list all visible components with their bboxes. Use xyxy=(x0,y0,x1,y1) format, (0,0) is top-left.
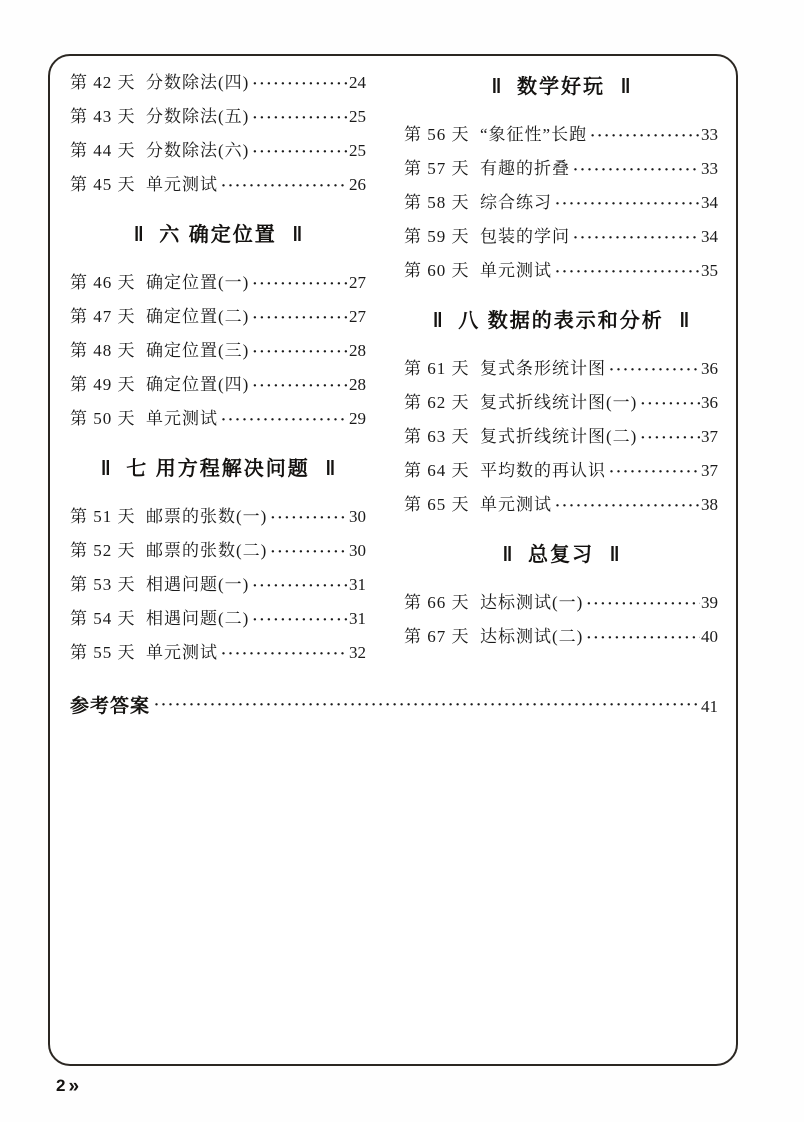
toc-entry-page-number: 33 xyxy=(701,159,718,178)
toc-entry xyxy=(404,260,718,282)
toc-entry-day: 第 58 天 xyxy=(404,193,470,212)
toc-entry-page-number: 29 xyxy=(349,409,366,428)
toc-entry-page-number: 30 xyxy=(349,507,366,526)
toc-entry xyxy=(70,106,366,128)
toc-entry-title: 包装的学问 xyxy=(480,227,570,246)
toc-entry-title: “象征性”长跑 xyxy=(480,125,588,144)
toc-entry-title: 达标测试(二) xyxy=(480,627,584,646)
toc-entry-page-number: 40 xyxy=(701,627,718,646)
toc-entry-title: 确定位置(一) xyxy=(146,273,250,292)
toc-entry-day: 第 50 天 xyxy=(70,409,136,428)
dot-leader xyxy=(154,695,697,715)
toc-entry xyxy=(70,642,366,664)
toc-entry-day: 第 46 天 xyxy=(70,273,136,292)
table-of-contents xyxy=(70,72,718,718)
section-marker-left-icon: ‖ xyxy=(502,544,513,566)
toc-entry xyxy=(404,426,718,448)
section-marker-left-icon: ‖ xyxy=(133,224,144,246)
toc-section-header xyxy=(70,456,366,482)
answers-page-number: 41 xyxy=(701,697,718,716)
toc-entry-page-number: 24 xyxy=(349,73,366,92)
toc-entry xyxy=(70,340,366,362)
toc-entry xyxy=(70,408,366,430)
dot-leader xyxy=(586,627,700,647)
dot-leader xyxy=(590,125,700,145)
toc-entry-page-number: 38 xyxy=(701,495,718,514)
toc-entry xyxy=(70,140,366,162)
toc-entry-day: 第 64 天 xyxy=(404,461,470,480)
toc-section-title: 七 用方程解决问题 xyxy=(126,458,310,480)
dot-leader xyxy=(252,375,348,395)
toc-entry-day: 第 52 天 xyxy=(70,541,136,560)
dot-leader xyxy=(573,159,700,179)
toc-entry-day: 第 51 天 xyxy=(70,507,136,526)
toc-entry xyxy=(404,358,718,380)
toc-entry-page-number: 33 xyxy=(701,125,718,144)
dot-leader xyxy=(555,495,700,515)
toc-entry-title: 复式条形统计图 xyxy=(480,359,606,378)
toc-entry xyxy=(70,272,366,294)
toc-entry-page-number: 25 xyxy=(349,107,366,126)
page-number: 2 xyxy=(56,1076,66,1095)
toc-entry-page-number: 31 xyxy=(349,575,366,594)
toc-entry xyxy=(70,374,366,396)
dot-leader xyxy=(555,193,700,213)
toc-entry-page-number: 27 xyxy=(349,307,366,326)
toc-entry-title: 单元测试 xyxy=(146,409,218,428)
toc-entry-title: 邮票的张数(一) xyxy=(146,507,268,526)
toc-entry-day: 第 44 天 xyxy=(70,141,136,160)
toc-entry-day: 第 48 天 xyxy=(70,341,136,360)
answers-entry xyxy=(70,691,718,718)
toc-entry-title: 分数除法(六) xyxy=(146,141,250,160)
toc-entry-title: 分数除法(四) xyxy=(146,73,250,92)
toc-section-header xyxy=(404,308,718,334)
page-number-footer xyxy=(56,1076,79,1096)
toc-entry-page-number: 28 xyxy=(349,341,366,360)
toc-section-title: 六 确定位置 xyxy=(159,224,277,246)
toc-entry-day: 第 43 天 xyxy=(70,107,136,126)
dot-leader xyxy=(252,141,348,161)
dot-leader xyxy=(270,541,348,561)
toc-entry-page-number: 36 xyxy=(701,359,718,378)
section-marker-right-icon: ‖ xyxy=(292,224,303,246)
dot-leader xyxy=(252,73,348,93)
toc-entry-day: 第 66 天 xyxy=(404,593,470,612)
answers-label: 参考答案 xyxy=(70,696,151,717)
toc-entry-page-number: 30 xyxy=(349,541,366,560)
toc-entry-day: 第 63 天 xyxy=(404,427,470,446)
toc-entry-title: 分数除法(五) xyxy=(146,107,250,126)
toc-entry xyxy=(70,174,366,196)
toc-entry-day: 第 55 天 xyxy=(70,643,136,662)
toc-entry-day: 第 53 天 xyxy=(70,575,136,594)
toc-entry-page-number: 37 xyxy=(701,461,718,480)
toc-entry-title: 有趣的折叠 xyxy=(480,159,570,178)
dot-leader xyxy=(221,175,348,195)
toc-entry xyxy=(404,592,718,614)
toc-entry xyxy=(404,158,718,180)
toc-entry-title: 确定位置(三) xyxy=(146,341,250,360)
toc-entry-title: 单元测试 xyxy=(480,495,552,514)
page-number-arrow-icon: » xyxy=(68,1075,80,1097)
toc-entry-page-number: 35 xyxy=(701,261,718,280)
toc-entry xyxy=(70,574,366,596)
toc-entry-day: 第 45 天 xyxy=(70,175,136,194)
dot-leader xyxy=(252,307,348,327)
toc-entry-title: 确定位置(四) xyxy=(146,375,250,394)
dot-leader xyxy=(609,461,700,481)
section-marker-right-icon: ‖ xyxy=(620,76,631,98)
toc-section-header xyxy=(404,74,718,100)
toc-entry-page-number: 27 xyxy=(349,273,366,292)
toc-columns xyxy=(70,72,718,676)
toc-entry xyxy=(70,608,366,630)
toc-entry-title: 确定位置(二) xyxy=(146,307,250,326)
toc-entry-title: 相遇问题(一) xyxy=(146,575,250,594)
toc-entry-day: 第 67 天 xyxy=(404,627,470,646)
toc-entry-day: 第 59 天 xyxy=(404,227,470,246)
dot-leader xyxy=(252,609,348,629)
dot-leader xyxy=(252,107,348,127)
dot-leader xyxy=(221,409,348,429)
toc-entry-page-number: 39 xyxy=(701,593,718,612)
section-marker-right-icon: ‖ xyxy=(679,310,690,332)
toc-entry-title: 复式折线统计图(一) xyxy=(480,393,638,412)
toc-entry xyxy=(70,306,366,328)
toc-entry-title: 复式折线统计图(二) xyxy=(480,427,638,446)
toc-entry-title: 综合练习 xyxy=(480,193,552,212)
toc-entry xyxy=(404,124,718,146)
toc-entry-page-number: 25 xyxy=(349,141,366,160)
toc-entry-day: 第 47 天 xyxy=(70,307,136,326)
dot-leader xyxy=(270,507,348,527)
toc-entry-day: 第 61 天 xyxy=(404,359,470,378)
toc-entry xyxy=(70,506,366,528)
section-marker-right-icon: ‖ xyxy=(609,544,620,566)
toc-entry xyxy=(404,494,718,516)
toc-entry-title: 单元测试 xyxy=(480,261,552,280)
toc-right-column xyxy=(404,72,718,660)
dot-leader xyxy=(586,593,700,613)
toc-entry xyxy=(404,460,718,482)
toc-section-title: 数学好玩 xyxy=(517,76,605,98)
dot-leader xyxy=(609,359,700,379)
section-marker-left-icon: ‖ xyxy=(491,76,502,98)
section-marker-right-icon: ‖ xyxy=(325,458,336,480)
section-marker-left-icon: ‖ xyxy=(100,458,111,480)
toc-entry-day: 第 62 天 xyxy=(404,393,470,412)
toc-entry-day: 第 54 天 xyxy=(70,609,136,628)
toc-section-title: 八 数据的表示和分析 xyxy=(458,310,664,332)
toc-entry-day: 第 65 天 xyxy=(404,495,470,514)
toc-section-title: 总复习 xyxy=(528,544,594,566)
toc-entry-page-number: 31 xyxy=(349,609,366,628)
toc-entry-title: 单元测试 xyxy=(146,643,218,662)
toc-entry xyxy=(404,226,718,248)
section-marker-left-icon: ‖ xyxy=(432,310,443,332)
toc-entry xyxy=(70,72,366,94)
toc-entry xyxy=(404,192,718,214)
dot-leader xyxy=(640,393,700,413)
toc-entry-page-number: 34 xyxy=(701,193,718,212)
toc-entry-day: 第 57 天 xyxy=(404,159,470,178)
toc-section-header xyxy=(70,222,366,248)
dot-leader xyxy=(640,427,700,447)
toc-entry xyxy=(70,540,366,562)
dot-leader xyxy=(252,273,348,293)
toc-entry-page-number: 32 xyxy=(349,643,366,662)
toc-entry-title: 单元测试 xyxy=(146,175,218,194)
toc-entry-title: 相遇问题(二) xyxy=(146,609,250,628)
toc-entry-title: 邮票的张数(二) xyxy=(146,541,268,560)
toc-section-header xyxy=(404,542,718,568)
dot-leader xyxy=(252,575,348,595)
toc-entry xyxy=(404,392,718,414)
toc-entry-day: 第 49 天 xyxy=(70,375,136,394)
toc-entry-day: 第 56 天 xyxy=(404,125,470,144)
dot-leader xyxy=(221,643,348,663)
dot-leader xyxy=(252,341,348,361)
toc-entry-title: 达标测试(一) xyxy=(480,593,584,612)
toc-entry-page-number: 26 xyxy=(349,175,366,194)
toc-entry-day: 第 60 天 xyxy=(404,261,470,280)
dot-leader xyxy=(555,261,700,281)
toc-entry-page-number: 28 xyxy=(349,375,366,394)
toc-entry-day: 第 42 天 xyxy=(70,73,136,92)
toc-entry xyxy=(404,626,718,648)
toc-entry-page-number: 37 xyxy=(701,427,718,446)
toc-entry-title: 平均数的再认识 xyxy=(480,461,606,480)
dot-leader xyxy=(573,227,700,247)
toc-entry-page-number: 34 xyxy=(701,227,718,246)
toc-left-column xyxy=(70,72,366,676)
toc-entry-page-number: 36 xyxy=(701,393,718,412)
